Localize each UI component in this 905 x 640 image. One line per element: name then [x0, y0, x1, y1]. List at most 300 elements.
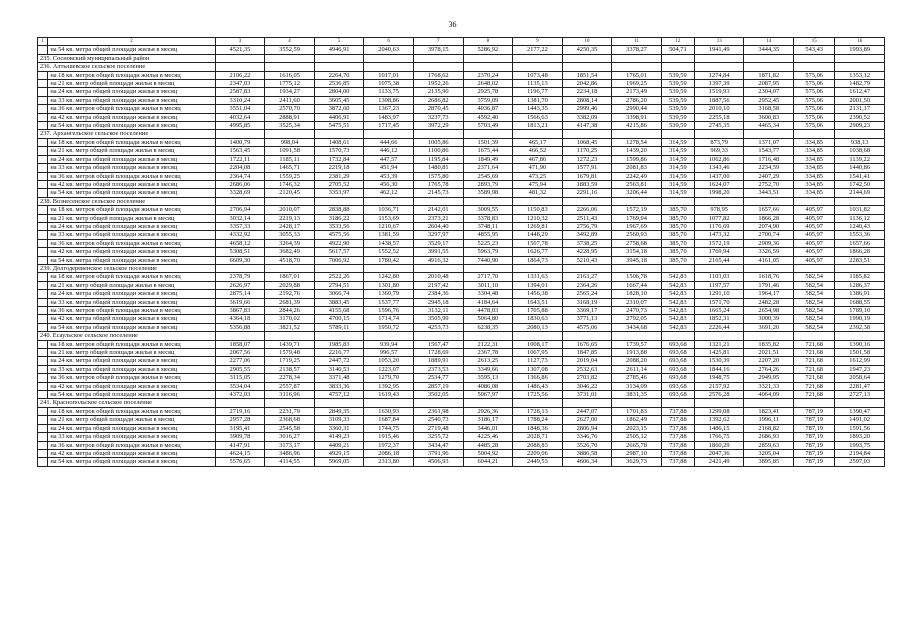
empty-cell: [314, 63, 364, 71]
value-cell: 539,59: [661, 96, 694, 104]
value-cell: 2849,35: [314, 407, 364, 415]
value-cell: 2792,05: [612, 315, 662, 323]
value-cell: 1486,43: [513, 382, 563, 390]
value-cell: 1624,07: [694, 180, 744, 188]
empty-cell: [215, 54, 265, 62]
value-cell: 3526,70: [562, 441, 612, 449]
value-cell: 1321,21: [694, 340, 744, 348]
value-cell: 2194,84: [835, 449, 885, 457]
value-cell: 2264,70: [314, 71, 364, 79]
value-cell: 542,83: [661, 307, 694, 315]
value-cell: 473,25: [513, 172, 563, 180]
value-cell: 1519,93: [694, 88, 744, 96]
value-cell: 2756,79: [562, 222, 612, 230]
value-cell: 575,06: [794, 80, 835, 88]
value-cell: 721,68: [794, 349, 835, 357]
row-index-cell: [38, 256, 48, 264]
value-cell: 2470,73: [612, 307, 662, 315]
value-cell: 3170,02: [265, 315, 315, 323]
value-cell: 2844,26: [265, 307, 315, 315]
value-cell: 1643,51: [513, 298, 563, 306]
value-cell: 3883,45: [314, 298, 364, 306]
value-cell: 4575,56: [314, 231, 364, 239]
value-cell: 2536,85: [314, 80, 364, 88]
value-cell: 1993,75: [835, 441, 885, 449]
value-cell: 1848,36: [513, 424, 563, 432]
empty-cell: [835, 130, 885, 138]
value-cell: 2421,49: [694, 458, 744, 466]
value-cell: 737,88: [661, 458, 694, 466]
value-cell: 2957,28: [215, 416, 265, 424]
column-number-cell: 1: [38, 38, 48, 46]
empty-cell: [413, 63, 463, 71]
value-cell: 2804,00: [314, 88, 364, 96]
column-number-header: [38, 38, 885, 46]
value-cell: 504,71: [661, 46, 694, 54]
row-index-cell: [38, 180, 48, 188]
value-cell: 2808,14: [562, 96, 612, 104]
value-cell: 2364,74: [215, 172, 265, 180]
value-cell: 2540,73: [413, 416, 463, 424]
value-cell: 2234,18: [562, 88, 612, 96]
row-label: на 42 кв. метра общей площади жилья в месяц: [48, 113, 215, 121]
value-cell: 1893,20: [835, 433, 885, 441]
row-label: на 18 кв. метров общей площади жилья в месяц: [48, 273, 215, 281]
table-row: [38, 298, 885, 306]
value-cell: 462,12: [364, 189, 414, 197]
table-row: [38, 424, 885, 432]
value-cell: 1223,07: [364, 365, 414, 373]
value-cell: 3297,97: [413, 231, 463, 239]
tariff-table: [37, 37, 885, 467]
value-cell: 2266,06: [562, 206, 612, 214]
empty-cell: [215, 264, 265, 272]
empty-cell: [794, 54, 835, 62]
value-cell: 5308,51: [215, 248, 265, 256]
value-cell: 4372,03: [215, 391, 265, 399]
section-index: 240.: [40, 332, 52, 340]
column-number-cell: 3: [215, 38, 265, 46]
value-cell: 334,85: [794, 138, 835, 146]
value-cell: 2378,79: [215, 273, 265, 281]
value-cell: 3505,99: [413, 315, 463, 323]
value-cell: 5225,23: [463, 239, 513, 247]
value-cell: 2001,50: [835, 96, 885, 104]
row-label: на 21 кв. метр общей площади жилья в месяц: [48, 281, 215, 289]
value-cell: 575,06: [794, 96, 835, 104]
empty-cell: [314, 54, 364, 62]
value-cell: 5969,05: [314, 458, 364, 466]
value-cell: 2587,83: [215, 88, 265, 96]
value-cell: 3310,24: [215, 96, 265, 104]
value-cell: 539,59: [661, 71, 694, 79]
value-cell: 693,68: [661, 374, 694, 382]
value-cell: 1739,57: [612, 340, 662, 348]
value-cell: 4592,40: [463, 113, 513, 121]
table-row: [38, 96, 885, 104]
value-cell: 1100,86: [413, 147, 463, 155]
value-cell: 1541,41: [835, 172, 885, 180]
value-cell: 1701,83: [612, 407, 662, 415]
value-cell: 1381,59: [364, 231, 414, 239]
value-cell: 693,68: [661, 357, 694, 365]
value-cell: 1005,86: [413, 138, 463, 146]
table-row: [38, 281, 885, 289]
value-cell: 314,59: [661, 138, 694, 146]
value-cell: 2522,26: [314, 273, 364, 281]
value-cell: 1279,70: [364, 374, 414, 382]
empty-cell: [694, 63, 744, 71]
value-cell: 1835,82: [744, 340, 794, 348]
value-cell: 1308,86: [364, 96, 414, 104]
empty-cell: [661, 332, 694, 340]
value-cell: 2192,76: [265, 290, 315, 298]
value-cell: 471,90: [513, 164, 563, 172]
section-title: [38, 197, 216, 205]
value-cell: 451,94: [364, 164, 414, 172]
value-cell: 2368,68: [265, 416, 315, 424]
empty-cell: [835, 54, 885, 62]
value-cell: 2626,97: [215, 281, 265, 289]
value-cell: 2081,83: [612, 164, 662, 172]
row-index-cell: [38, 391, 48, 399]
value-cell: 2870,45: [413, 105, 463, 113]
value-cell: 3132,11: [413, 307, 463, 315]
value-cell: 693,68: [661, 340, 694, 348]
value-cell: 3186,17: [463, 416, 513, 424]
empty-cell: [413, 54, 463, 62]
empty-cell: [463, 63, 513, 71]
row-index-cell: [38, 248, 48, 256]
value-cell: 2313,80: [364, 458, 414, 466]
value-cell: 1765,78: [413, 180, 463, 188]
value-cell: 6609,30: [215, 256, 265, 264]
value-cell: 1860,29: [694, 441, 744, 449]
value-cell: 3821,52: [265, 323, 315, 331]
value-cell: 2665,78: [612, 441, 662, 449]
value-cell: 3255,72: [413, 433, 463, 441]
value-cell: 3867,83: [215, 307, 265, 315]
value-cell: 1599,86: [612, 155, 662, 163]
value-cell: 1390,47: [835, 407, 885, 415]
value-cell: 1570,73: [314, 147, 364, 155]
column-number-cell: 5: [314, 38, 364, 46]
empty-cell: [835, 197, 885, 205]
value-cell: 2291,16: [562, 189, 612, 197]
value-cell: 3600,83: [744, 113, 794, 121]
value-cell: 2909,23: [835, 122, 885, 130]
value-cell: 3738,25: [562, 239, 612, 247]
value-cell: 6044,21: [463, 458, 513, 466]
value-cell: 1331,63: [513, 273, 563, 281]
value-cell: 3000,39: [744, 315, 794, 323]
table-row: [38, 315, 885, 323]
value-cell: 1567,47: [413, 340, 463, 348]
value-cell: 5703,49: [463, 122, 513, 130]
value-cell: 3909,78: [215, 433, 265, 441]
value-cell: 1823,41: [744, 407, 794, 415]
value-cell: 1679,81: [562, 172, 612, 180]
section-title: [38, 399, 216, 407]
value-cell: 3116,96: [265, 391, 315, 399]
row-index-cell: [38, 122, 48, 130]
value-cell: 1425,81: [694, 349, 744, 357]
value-cell: 2120,45: [265, 189, 315, 197]
value-cell: 2482,28: [744, 298, 794, 306]
value-cell: 1501,39: [463, 138, 513, 146]
empty-cell: [314, 399, 364, 407]
value-cell: 4155,68: [314, 307, 364, 315]
value-cell: 1852,31: [694, 315, 744, 323]
value-cell: 385,70: [661, 206, 694, 214]
value-cell: 2565,24: [562, 290, 612, 298]
value-cell: 3046,22: [562, 382, 612, 390]
value-cell: 2511,43: [562, 214, 612, 222]
value-cell: 2381,29: [314, 172, 364, 180]
value-cell: 2613,25: [463, 357, 513, 365]
value-cell: 5576,65: [215, 458, 265, 466]
row-index-cell: [38, 298, 48, 306]
value-cell: 1630,93: [364, 407, 414, 415]
empty-cell: [694, 130, 744, 138]
value-cell: 2165,44: [694, 256, 744, 264]
section-row: [38, 264, 885, 272]
empty-cell: [694, 264, 744, 272]
section-index: 238.: [40, 197, 52, 205]
value-cell: 737,88: [661, 441, 694, 449]
value-cell: 1185,82: [835, 273, 885, 281]
value-cell: 2758,68: [612, 239, 662, 247]
value-cell: 4606,34: [562, 458, 612, 466]
column-number-cell: 7: [413, 38, 463, 46]
value-cell: 3629,73: [612, 458, 662, 466]
value-cell: 2168,82: [744, 424, 794, 432]
table-row: [38, 147, 885, 155]
value-cell: 721,68: [794, 382, 835, 390]
value-cell: 2086,18: [364, 449, 414, 457]
value-cell: 5789,11: [314, 323, 364, 331]
value-cell: 3382,09: [562, 113, 612, 121]
row-label: на 21 кв. метр общей площади жилья в месяц: [48, 147, 215, 155]
value-cell: 3691,20: [744, 323, 794, 331]
row-label: на 54 кв. метра общей площади жилья в месяц: [48, 458, 215, 466]
value-cell: 3533,56: [314, 222, 364, 230]
empty-cell: [215, 130, 265, 138]
empty-cell: [513, 197, 563, 205]
value-cell: 3328,69: [215, 189, 265, 197]
value-cell: 2204,08: [215, 164, 265, 172]
value-cell: 721,68: [794, 357, 835, 365]
value-cell: 4253,73: [413, 323, 463, 331]
value-cell: 2681,39: [265, 298, 315, 306]
empty-cell: [661, 197, 694, 205]
empty-cell: [562, 130, 612, 138]
value-cell: 1543,77: [744, 147, 794, 155]
value-cell: 4409,21: [314, 441, 364, 449]
value-cell: 3605,45: [314, 96, 364, 104]
value-cell: 3206,44: [612, 189, 662, 197]
table-row: [38, 155, 885, 163]
row-label: на 21 кв. метр общей площади жилья в месяц: [48, 349, 215, 357]
value-cell: 2604,40: [413, 222, 463, 230]
row-index-cell: [38, 96, 48, 104]
value-cell: 1571,70: [694, 298, 744, 306]
value-cell: 2310,07: [612, 298, 662, 306]
value-cell: 1053,20: [364, 357, 414, 365]
value-cell: 4478,03: [463, 307, 513, 315]
value-cell: 3895,85: [744, 458, 794, 466]
table-row: [38, 458, 885, 466]
value-cell: 3534,04: [215, 382, 265, 390]
value-cell: 1591,56: [835, 424, 885, 432]
empty-cell: [744, 130, 794, 138]
empty-cell: [413, 197, 463, 205]
value-cell: 1150,83: [513, 206, 563, 214]
value-cell: 1552,52: [364, 248, 414, 256]
value-cell: 1036,71: [364, 206, 414, 214]
value-cell: 405,97: [794, 214, 835, 222]
value-cell: 2505,12: [612, 433, 662, 441]
value-cell: 539,59: [661, 122, 694, 130]
value-cell: 447,57: [364, 155, 414, 163]
row-label: на 33 кв. метра общей площади жилья в месяц: [48, 164, 215, 172]
table-row: [38, 46, 885, 54]
value-cell: 1366,86: [513, 374, 563, 382]
section-index: 235.: [40, 54, 52, 62]
value-cell: 1075,38: [364, 80, 414, 88]
value-cell: 1563,45: [215, 147, 265, 155]
section-row: [38, 130, 885, 138]
value-cell: 2138,57: [265, 365, 315, 373]
value-cell: 7440,90: [463, 256, 513, 264]
table-row: [38, 416, 885, 424]
value-cell: 1031,82: [835, 206, 885, 214]
empty-cell: [835, 63, 885, 71]
value-cell: 3434,47: [413, 441, 463, 449]
value-cell: 314,59: [661, 155, 694, 163]
value-cell: 4114,55: [265, 458, 315, 466]
empty-cell: [513, 399, 563, 407]
value-cell: 1993,89: [835, 46, 885, 54]
table-row: [38, 357, 885, 365]
value-cell: 2703,82: [562, 374, 612, 382]
value-cell: 2686,93: [744, 433, 794, 441]
value-cell: 2131,17: [835, 105, 885, 113]
value-cell: 3055,33: [265, 231, 315, 239]
value-cell: 1091,58: [265, 147, 315, 155]
table-row: [38, 206, 885, 214]
value-cell: 4916,32: [413, 256, 463, 264]
value-cell: 1408,61: [314, 138, 364, 146]
value-cell: 1559,25: [265, 172, 315, 180]
table-row: [38, 349, 885, 357]
empty-cell: [314, 197, 364, 205]
value-cell: 3066,74: [314, 290, 364, 298]
value-cell: 2705,52: [314, 180, 364, 188]
value-cell: 2283,51: [835, 256, 885, 264]
value-cell: 2611,14: [612, 365, 662, 373]
value-cell: 3321,33: [744, 382, 794, 390]
value-cell: 1286,37: [835, 281, 885, 289]
value-cell: 2999,46: [562, 105, 612, 113]
value-cell: 1950,72: [364, 323, 414, 331]
value-cell: 4995,85: [215, 122, 265, 130]
value-cell: 2023,15: [612, 424, 662, 432]
row-label: на 33 кв. метра общей площади жилья в месяц: [48, 365, 215, 373]
row-label: на 24 кв. метра общей площади жилья в месяц: [48, 88, 215, 96]
value-cell: 1716,48: [744, 155, 794, 163]
value-cell: 5064,80: [463, 315, 513, 323]
value-cell: 575,06: [794, 113, 835, 121]
value-cell: 1274,84: [694, 71, 744, 79]
empty-cell: [744, 54, 794, 62]
value-cell: 721,68: [794, 374, 835, 382]
row-label: на 21 кв. метр общей площади жилья в месяц: [48, 80, 215, 88]
value-cell: 2838,88: [314, 206, 364, 214]
column-number-cell: 2: [48, 38, 215, 46]
value-cell: 969,33: [694, 147, 744, 155]
value-cell: 2047,36: [694, 449, 744, 457]
value-cell: 737,88: [661, 433, 694, 441]
value-cell: 2806,94: [562, 424, 612, 432]
value-cell: 1985,83: [314, 340, 364, 348]
value-cell: 3173,17: [265, 441, 315, 449]
value-cell: 1998,20: [694, 189, 744, 197]
table-row: [38, 189, 885, 197]
value-cell: 444,66: [364, 138, 414, 146]
value-cell: 2545,69: [463, 172, 513, 180]
value-cell: 3346,76: [562, 433, 612, 441]
empty-cell: [612, 399, 662, 407]
value-cell: 2067,56: [215, 349, 265, 357]
row-label: на 36 кв. метров общей площади жилья в месяц: [48, 374, 215, 382]
value-cell: 2597,03: [835, 458, 885, 466]
value-cell: 3168,58: [744, 105, 794, 113]
value-cell: 2145,73: [413, 189, 463, 197]
empty-cell: [314, 130, 364, 138]
value-cell: 1240,43: [835, 222, 885, 230]
value-cell: 2234,59: [744, 164, 794, 172]
value-cell: 3759,09: [463, 96, 513, 104]
section-index: 237.: [40, 130, 52, 138]
value-cell: 4506,93: [413, 458, 463, 466]
row-index-cell: [38, 357, 48, 365]
value-cell: 1176,69: [694, 222, 744, 230]
value-cell: 1139,22: [835, 155, 885, 163]
value-cell: 4465,34: [744, 122, 794, 130]
table-row: [38, 407, 885, 415]
value-cell: 2952,45: [744, 96, 794, 104]
value-cell: 2219,18: [314, 164, 364, 172]
value-cell: 1972,37: [364, 441, 414, 449]
value-cell: 1127,73: [513, 357, 563, 365]
value-cell: 3619,66: [215, 298, 265, 306]
value-cell: 1769,94: [612, 214, 662, 222]
table-row: [38, 248, 885, 256]
row-index-cell: [38, 71, 48, 79]
table-row: [38, 231, 885, 239]
table-row: [38, 105, 885, 113]
row-label: на 42 кв. метра общей площади жилья в месяц: [48, 248, 215, 256]
value-cell: 456,30: [364, 180, 414, 188]
value-cell: 1390,16: [835, 340, 885, 348]
value-cell: 787,19: [794, 433, 835, 441]
section-name: Долгодеревенское сельское поселение: [52, 264, 158, 272]
value-cell: 1530,39: [694, 357, 744, 365]
row-label: на 54 кв. метра общей площади жилья в месяц: [48, 256, 215, 264]
value-cell: 787,19: [794, 424, 835, 432]
empty-cell: [364, 54, 414, 62]
